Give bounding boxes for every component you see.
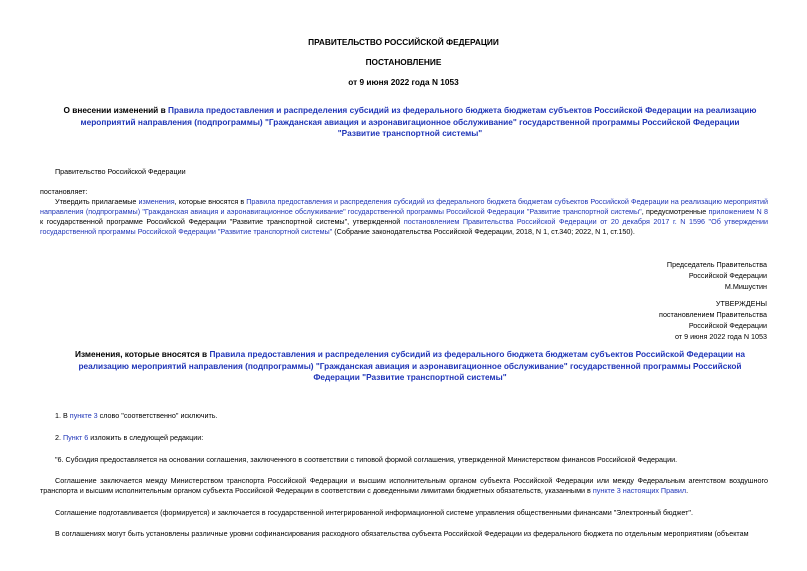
signature-block: [507, 259, 767, 292]
authority-heading: ПРАВИТЕЛЬСТВО РОССИЙСКОЙ ФЕДЕРАЦИИ: [308, 37, 499, 47]
decrees-label: постановляет:: [40, 187, 88, 196]
approved-line-2: постановлением Правительства: [659, 310, 767, 319]
item-2-text-b: изложить в следующей редакции:: [88, 433, 204, 442]
point-6-link[interactable]: Пункт 6: [63, 433, 89, 442]
item-2-number: 2.: [55, 433, 63, 442]
item-1-text-a: 1. В: [55, 411, 70, 420]
doc-type-heading: ПОСТАНОВЛЕНИЕ: [365, 57, 442, 67]
paragraph-cofinancing: В соглашениях могут быть установлены различные уровни софинансирования расходного обязательства субъекта Российской Федерации из федерального бюджета по отдельным мероприятиям (объектам: [55, 529, 749, 538]
government-label: Правительство Российской Федерации: [55, 167, 186, 176]
decree-paragraph: [40, 197, 768, 237]
signature-line-3: М.Мишустин: [724, 282, 767, 291]
appendix-link[interactable]: приложением N 8: [708, 207, 768, 216]
rules-point-3-link[interactable]: пункте 3 настоящих Правил: [592, 486, 687, 495]
signature-line-1: Председатель Правительства: [666, 260, 767, 269]
decree-text-3: , предусмотренные: [641, 207, 709, 216]
decree-text-2: , которые вносятся в: [174, 197, 247, 206]
paragraph-electronic-budget: Соглашение подготавливается (формируется) и заключается в государственной интегрированной информационной системе управления общественными финансами "Электронный бюджет".: [55, 508, 693, 517]
rules-link[interactable]: Правила предоставления и распределения субсидий из федерального бюджета бюджетам субъектов Российской Федерации на реализацию мероприятий направления (подпрограммы) "Гражданская авиация и аэронавигационное обслуживание" государственной программы Российской Федерации "Развитие транспортной системы": [40, 197, 768, 216]
changes-title-rules-link[interactable]: Правила предоставления и распределения субсидий из федерального бюджета бюджетам субъектов Российской Федерации на реализацию мероприятий направления (подпрограммы) "Гражданская авиация и аэронавигационное обслуживание" государственной программы Российской Федерации "Развитие транспортной системы": [78, 349, 746, 382]
decree-text-4: к государственной программе Российской Федерации "Развитие транспортной системы", утвержденной: [40, 217, 404, 226]
approved-line-4: от 9 июня 2022 года N 1053: [674, 332, 767, 341]
agreement-text-b: .: [686, 486, 689, 495]
title-prefix: О внесении изменений в: [63, 105, 168, 115]
changes-link[interactable]: изменения: [138, 197, 175, 206]
changes-title: [60, 349, 760, 384]
signature-line-2: Российской Федерации: [688, 271, 767, 280]
decree-text-1: Утвердить прилагаемые: [55, 197, 139, 206]
resolution-link[interactable]: постановлением Правительства Российской Федерации от 20 декабря 2017 г. N 1596 "Об утверждении государственной программы Российской Федерации "Развитие транспортной системы": [40, 217, 768, 236]
agreement-text-a: Соглашение заключается между Министерством транспорта Российской Федерации и высшим исполнительным органом субъекта Российской Федерации или между Федеральным агентством воздушного транспорта и высшим исполнительным органом субъекта Российской Федерации в соответствии с доведенными лимитами бюджетных обязательств, указанными в: [40, 476, 768, 495]
item-2: [55, 433, 755, 443]
title-rules-link[interactable]: Правила предоставления и распределения субсидий из федерального бюджета бюджетам субъектов Российской Федерации на реализацию мероприятий направления (подпрограммы) "Гражданская авиация и аэронавигационное обслуживание" государственной программы Российской Федерации "Развитие транспортной системы": [80, 105, 757, 138]
item-1-text-b: слово "соответственно" исключить.: [97, 411, 218, 420]
paragraph-6: "6. Субсидия предоставляется на основании соглашения, заключенного в соответствии с типовой формой соглашения, утвержденной Министерством финансов Российской Федерации.: [55, 455, 678, 464]
approved-block: [507, 298, 767, 342]
date-number-heading: от 9 июня 2022 года N 1053: [348, 77, 459, 87]
paragraph-agreement: [40, 476, 768, 496]
approved-line-1: УТВЕРЖДЕНЫ: [715, 299, 767, 308]
point-3-link[interactable]: пункте 3: [69, 411, 98, 420]
changes-title-prefix: Изменения, которые вносятся в: [74, 349, 210, 359]
document-title: [60, 105, 760, 140]
item-1: [55, 411, 755, 421]
decree-text-5: (Собрание законодательства Российской Федерации, 2018, N 1, ст.340; 2022, N 1, ст.150).: [332, 227, 635, 236]
approved-line-3: Российской Федерации: [688, 321, 767, 330]
